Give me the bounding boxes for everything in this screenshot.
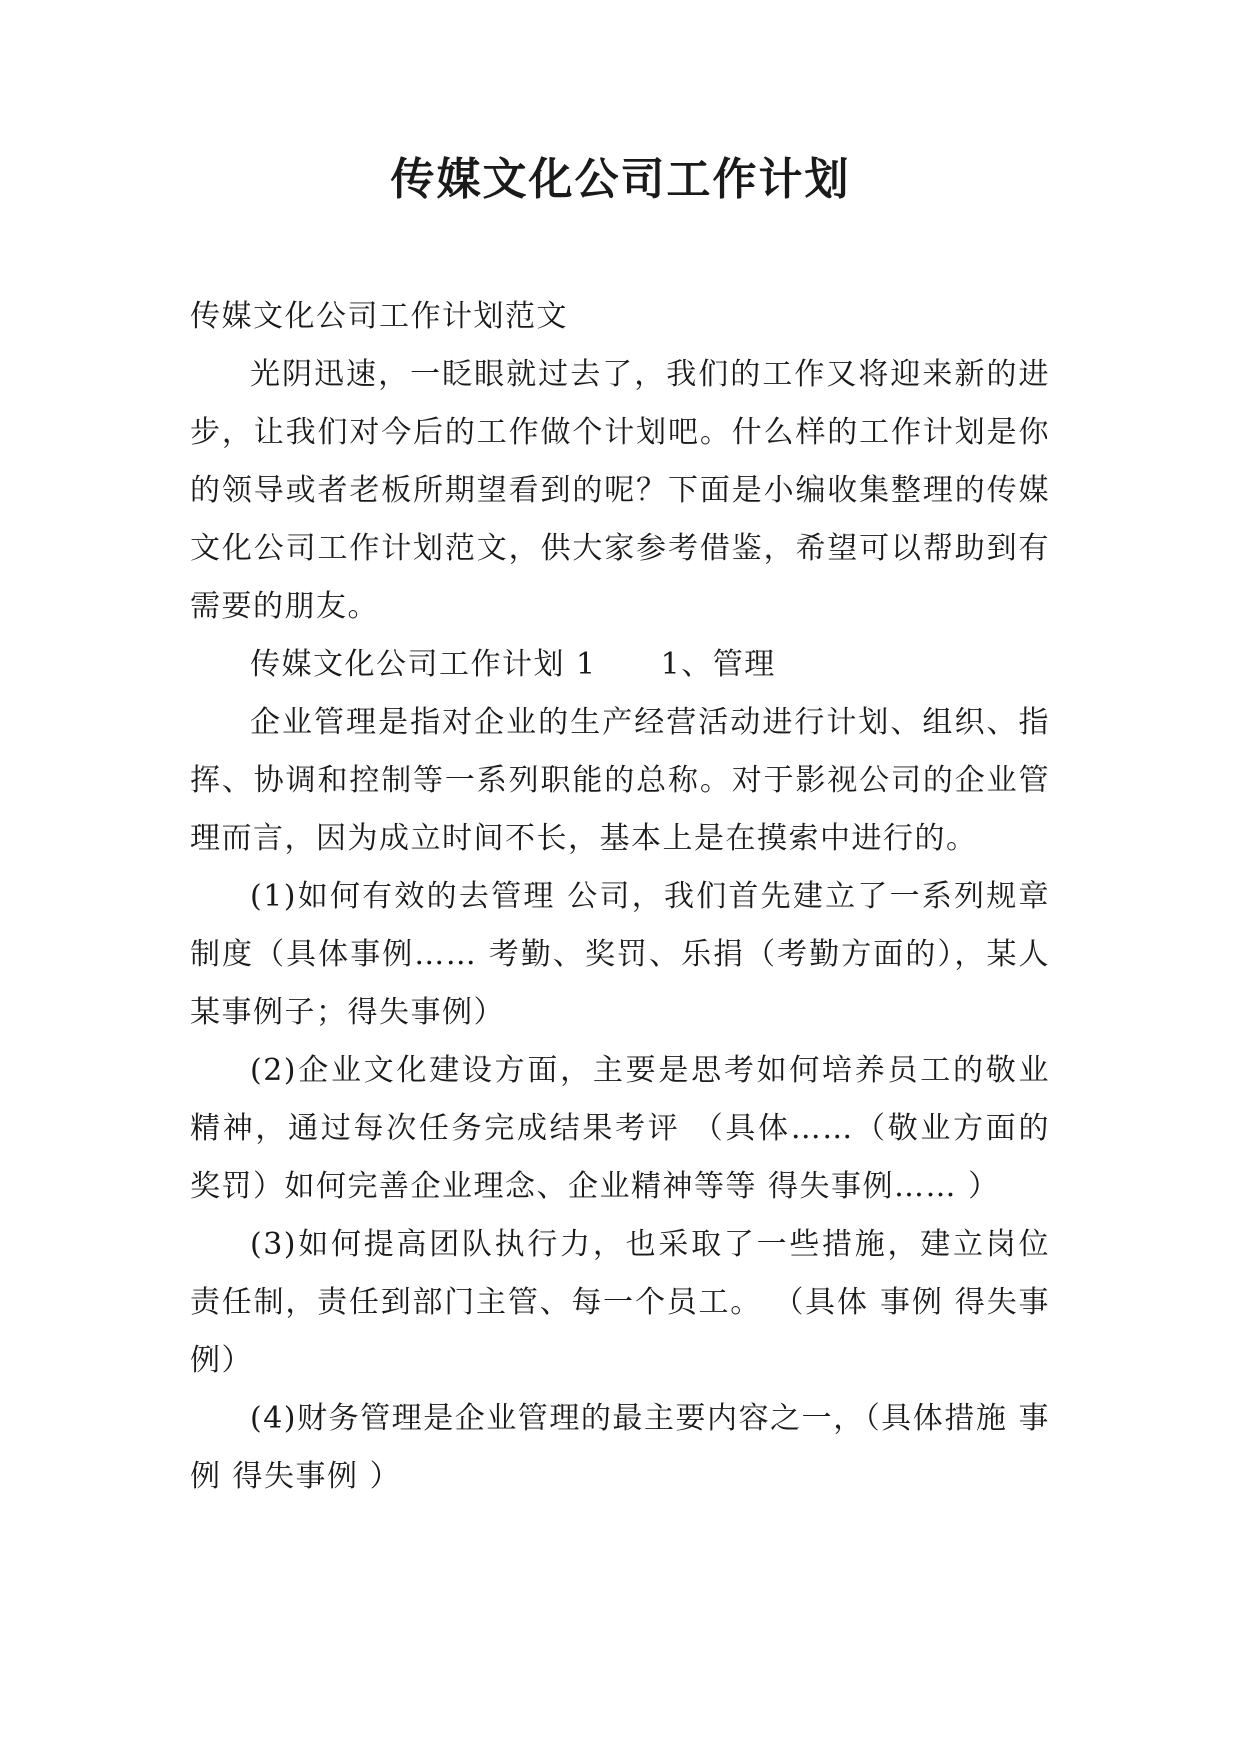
list-item-1: (1)如何有效的去管理 公司，我们首先建立了一系列规章制度（具体事例…… 考勤、奖罚、乐捐（考勤方面的），某人某事例子；得失事例） bbox=[190, 879, 1050, 1030]
section-heading-line bbox=[190, 636, 1050, 694]
document-subtitle: 传媒文化公司工作计划范文 bbox=[190, 299, 568, 334]
intro-paragraph: 光阴迅速，一眨眼就过去了，我们的工作又将迎来新的进步，让我们对今后的工作做个计划吧。什么样的工作计划是你的领导或者老板所期望看到的呢？下面是小编收集整理的传媒文化公司工作计划范文，供大家参考借鉴，希望可以帮助到有需要的朋友。 bbox=[190, 357, 1050, 624]
list-item-3: (3)如何提高团队执行力，也采取了一些措施，建立岗位责任制，责任到部门主管、每一个员工。 （具体 事例 得失事例） bbox=[190, 1227, 1050, 1378]
section-heading: 传媒文化公司工作计划 1 bbox=[250, 647, 597, 682]
list-item-2: (2)企业文化建设方面，主要是思考如何培养员工的敬业精神，通过每次任务完成结果考评 （具体……（敬业方面的奖罚）如何完善企业理念、企业精神等等 得失事例…… ） bbox=[190, 1053, 1050, 1204]
section-subheading: 1、管理 bbox=[660, 647, 776, 682]
management-definition-paragraph: 企业管理是指对企业的生产经营活动进行计划、组织、指挥、协调和控制等一系列职能的总称。对于影视公司的企业管理而言，因为成立时间不长，基本上是在摸索中进行的。 bbox=[190, 705, 1050, 856]
list-item-4: (4)财务管理是企业管理的最主要内容之一，（具体措施 事例 得失事例 ） bbox=[190, 1401, 1050, 1494]
document-title: 传媒文化公司工作计划 bbox=[390, 154, 851, 205]
document-body bbox=[190, 288, 1050, 1506]
